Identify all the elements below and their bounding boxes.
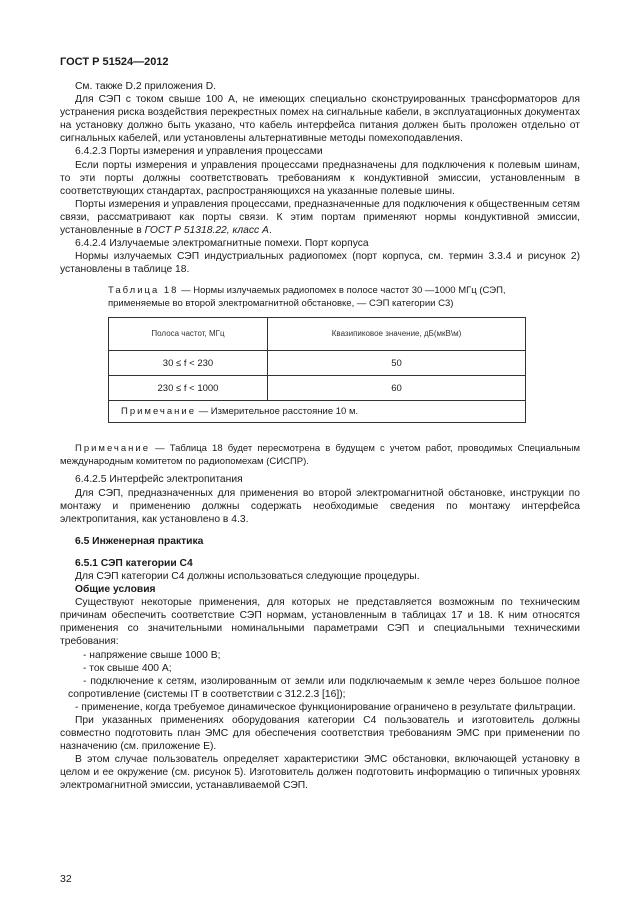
- document-body: [60, 80, 580, 793]
- table-caption-text: — Нормы излучаемых радиопомех в полосе частот 30 —1000 МГц (СЭП, применяемые во второй электромагнитной обстановке, — СЭП категории С3): [108, 285, 506, 309]
- list-item: - ток свыше 400 А;: [83, 662, 172, 674]
- heading-6-4-2-3: 6.4.2.3 Порты измерения и управления процессами: [75, 146, 323, 158]
- paragraph-exceptions: Существуют некоторые применения, для которых не представляется возможным по техническим причинам обеспечить соответствие СЭП нормам, установленным в таблицах 17 и 18. К ним относятся применения со значительными номинальными параметрами СЭП и специальными техническими требования:: [60, 597, 580, 648]
- table-row: [109, 351, 526, 376]
- paragraph-see-also: См. также D.2 приложения D.: [75, 81, 217, 92]
- document-header: ГОСТ Р 51524—2012: [60, 56, 169, 68]
- table-cell-value: 60: [268, 376, 526, 401]
- table-row: [109, 376, 526, 401]
- heading-6-4-2-5: 6.4.2.5 Интерфейс электропитания: [75, 474, 243, 486]
- paragraph-user-responsibility: В этом случае пользователь определяет характеристики ЭМС обстановки, включающей установку в целом и ее окружение (см. рисунок 5). Изготовитель должен подготовить информацию о типичных уровнях электромагнитной эмиссии, устанавливаемой СЭП.: [60, 754, 580, 792]
- note-text: — Таблица 18 будет пересмотрена в будущем с учетом работ, проводимых Специальным международным комитетом по радиопомехам (СИСПР).: [60, 443, 580, 467]
- paragraph-fieldbus-ports: Если порты измерения и управления процессами предназначены для подключения к полевым шинам, то эти порты должны соответствовать требованиям к кондуктивной эмиссии, установленным в соответствующих стандартах, распространяющихся на указанные полевые шины.: [60, 159, 580, 197]
- table-note-row: [109, 401, 526, 423]
- heading-general-conditions: Общие условия: [75, 584, 156, 596]
- table-note: [109, 401, 526, 423]
- heading-6-4-2-4: 6.4.2.4 Излучаемые электромагнитные помехи. Порт корпуса: [75, 238, 369, 250]
- note-cispr: [60, 443, 580, 468]
- table-header-value: [268, 318, 526, 351]
- table-cell-band: 230 ≤ f < 1000: [109, 376, 268, 401]
- heading-6-5: 6.5 Инженерная практика: [75, 535, 204, 547]
- page-number: 32: [60, 873, 72, 885]
- list-item: - подключение к сетям, изолированным от земли или подключаемым к земле через большое полное сопротивление (системы IT в соответствии с 312.2.3 [16]);: [68, 675, 580, 700]
- paragraph-cable-separation: Для СЭП с током свыше 100 А, не имеющих специально сконструированных трансформаторов для устранения риска воздействия перекрестных помех на сигнальные кабели, в эксплуатационных документах на установку должно быть указано, что кабель интерфейса питания должен быть проложен отдельно от сигнальных кабелей, или установлены альтернативные методы помехоподавления.: [60, 94, 580, 145]
- table-note-text: — Измерительное расстояние 10 м.: [196, 406, 359, 418]
- table-caption: [108, 285, 528, 310]
- list-item: - применение, когда требуемое динамическое функционирование ограничено в результате фильтрации.: [75, 701, 576, 713]
- paragraph-radiated-limits: Нормы излучаемых СЭП индустриальных радиопомех (порт корпуса, см. термин 3.3.4 и рисунок 2) установлены в таблице 18.: [60, 251, 580, 276]
- paragraph-emc-plan: При указанных применениях оборудования категории С4 пользователь и изготовитель должны совместно подготовить план ЭМС для обеспечения соответствия требованиям ЭМС при применении по назначению (см. приложение Е).: [60, 715, 580, 753]
- paragraph-telecom-ports: [60, 198, 580, 237]
- standard-reference: ГОСТ Р 51318.22, класс А: [144, 225, 269, 237]
- table-header-band: [109, 318, 268, 351]
- paragraph-power-interface: Для СЭП, предназначенных для применения во второй электромагнитной обстановке, инструкции по монтажу и применению должны содержать необходимые сведения по монтажу интерфейса электропитания, как установлено в 4.3.: [60, 487, 580, 525]
- note-label: Примечание: [75, 443, 150, 455]
- list-item: - напряжение свыше 1000 В;: [83, 649, 221, 661]
- table-cell-value: 50: [268, 351, 526, 376]
- table-header-band-label: Полоса частот, МГц: [151, 329, 225, 339]
- emission-limits-table: [108, 317, 526, 423]
- table-caption-label: Таблица 18: [108, 285, 179, 297]
- paragraph-c4-procedures: Для СЭП категории С4 должны использоваться следующие процедуры.: [75, 570, 420, 582]
- table-cell-band: 30 ≤ f < 230: [109, 351, 268, 376]
- paragraph-telecom-ports-end: .: [268, 225, 272, 237]
- table-note-label: Примечание: [121, 406, 196, 418]
- table-header-value-label: Квазипиковое значение, дБ(мкВ\м): [331, 329, 462, 339]
- paragraph-telecom-ports-text: Порты измерения и управления процессами, предназначенные для подключения к общественным сетям связи, рассматривают как порты связи. К этим портам применяют нормы кондуктивной эмиссии, установленные в: [60, 198, 580, 237]
- heading-6-5-1: 6.5.1 СЭП категории С4: [75, 557, 193, 569]
